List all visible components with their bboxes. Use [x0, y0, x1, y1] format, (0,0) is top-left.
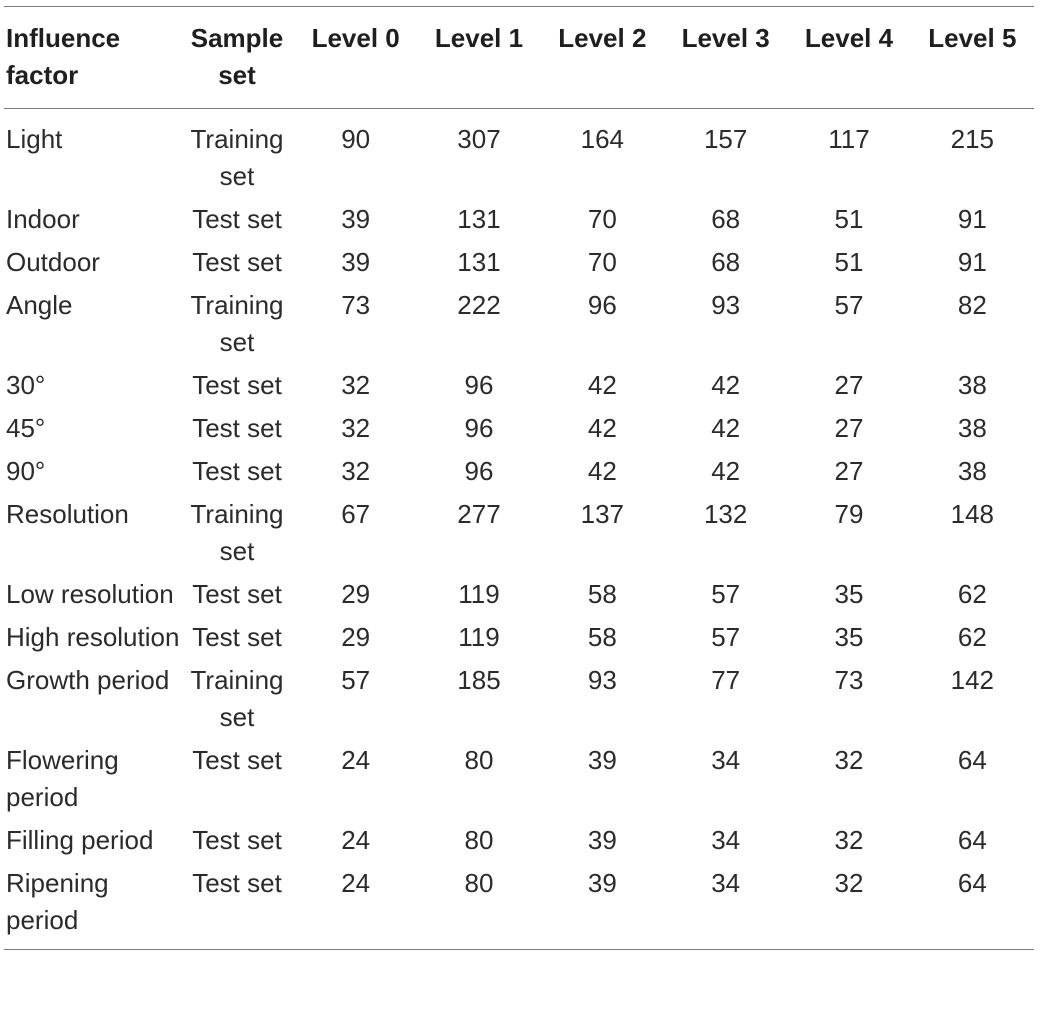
table-body	[4, 109, 1034, 950]
cell-level-3: 57	[711, 622, 741, 652]
cell-level-3: 34	[711, 868, 741, 898]
cell-level-0: 67	[341, 499, 371, 529]
cell-level-1: 277	[457, 499, 501, 529]
cell-influence-factor: Indoor	[6, 204, 80, 234]
cell-level-5: 142	[950, 665, 995, 695]
cell-level-1: 96	[464, 413, 494, 443]
cell-level-2: 42	[587, 370, 617, 400]
table-row	[4, 281, 1034, 361]
cell-level-4: 32	[834, 868, 864, 898]
cell-level-4: 27	[834, 456, 864, 486]
cell-level-4: 32	[834, 745, 864, 775]
header-level-4: Level 4	[804, 23, 894, 53]
cell-level-2: 58	[587, 579, 617, 609]
cell-sample-set: Test set	[192, 622, 282, 652]
cell-level-0: 57	[341, 665, 371, 695]
header-level-3: Level 3	[681, 23, 770, 53]
cell-level-5: 64	[957, 825, 987, 855]
cell-level-1: 119	[458, 579, 500, 609]
cell-level-0: 24	[341, 825, 371, 855]
cell-influence-factor: High resolution	[6, 622, 180, 652]
influence-factor-table	[4, 6, 1034, 950]
cell-influence-factor: Outdoor	[6, 247, 100, 277]
cell-influence-factor: Filling period	[6, 825, 154, 855]
cell-level-5: 82	[957, 290, 987, 320]
cell-influence-factor: Ripening period	[6, 868, 109, 935]
cell-level-3: 93	[711, 290, 741, 320]
header-level-1: Level 1	[434, 23, 524, 53]
cell-sample-set: Test set	[192, 456, 282, 486]
cell-level-3: 34	[711, 745, 741, 775]
cell-level-5: 62	[957, 622, 987, 652]
table-row	[4, 490, 1034, 570]
header-sample-set: Sample set	[190, 23, 284, 90]
cell-level-5: 38	[957, 413, 987, 443]
cell-level-2: 70	[587, 204, 617, 234]
cell-level-0: 29	[341, 579, 371, 609]
cell-level-2: 39	[587, 745, 617, 775]
cell-sample-set: Test set	[192, 579, 282, 609]
cell-influence-factor: Low resolution	[6, 579, 174, 609]
cell-level-3: 42	[711, 413, 741, 443]
table-row	[4, 238, 1034, 281]
cell-level-1: 131	[457, 204, 501, 234]
cell-influence-factor: Angle	[6, 290, 73, 320]
cell-level-2: 42	[587, 456, 617, 486]
cell-level-4: 35	[834, 622, 864, 652]
cell-level-0: 32	[341, 413, 371, 443]
cell-level-2: 93	[587, 665, 617, 695]
cell-influence-factor: Flowering period	[6, 745, 119, 812]
cell-sample-set: Training set	[190, 499, 284, 566]
cell-level-2: 39	[587, 868, 617, 898]
cell-level-5: 91	[957, 247, 987, 277]
header-level-2: Level 2	[558, 23, 647, 53]
cell-sample-set: Test set	[192, 825, 282, 855]
cell-level-4: 27	[834, 413, 864, 443]
table-row	[4, 109, 1034, 196]
cell-level-0: 32	[341, 456, 371, 486]
cell-level-3: 57	[711, 579, 741, 609]
cell-level-0: 39	[341, 247, 371, 277]
cell-influence-factor: 30°	[6, 370, 46, 400]
cell-sample-set: Test set	[192, 370, 282, 400]
cell-level-0: 29	[341, 622, 371, 652]
cell-level-4: 35	[834, 579, 864, 609]
cell-sample-set: Test set	[192, 204, 282, 234]
cell-level-1: 185	[457, 665, 501, 695]
cell-level-2: 42	[587, 413, 617, 443]
cell-level-2: 96	[587, 290, 617, 320]
cell-level-1: 131	[457, 247, 501, 277]
cell-level-5: 62	[957, 579, 987, 609]
cell-level-5: 38	[957, 456, 987, 486]
cell-level-3: 68	[711, 204, 741, 234]
cell-level-3: 68	[711, 247, 741, 277]
cell-sample-set: Test set	[192, 413, 282, 443]
cell-level-1: 80	[464, 868, 494, 898]
cell-level-1: 307	[457, 124, 501, 154]
table-row	[4, 859, 1034, 950]
cell-sample-set: Training set	[190, 290, 284, 357]
cell-level-0: 32	[341, 370, 371, 400]
table-row	[4, 195, 1034, 238]
cell-level-5: 148	[950, 499, 995, 529]
cell-level-4: 51	[834, 247, 864, 277]
cell-influence-factor: 45°	[6, 413, 46, 443]
table-row	[4, 361, 1034, 404]
cell-sample-set: Training set	[190, 124, 284, 191]
cell-level-3: 42	[711, 456, 741, 486]
cell-level-5: 64	[957, 868, 987, 898]
cell-level-4: 57	[834, 290, 864, 320]
cell-level-1: 80	[464, 745, 494, 775]
cell-influence-factor: Light	[6, 124, 63, 154]
cell-level-2: 164	[580, 124, 625, 154]
cell-level-2: 58	[587, 622, 617, 652]
cell-sample-set: Test set	[192, 868, 282, 898]
header-row	[4, 7, 1034, 109]
cell-level-0: 24	[341, 868, 371, 898]
table-row	[4, 613, 1034, 656]
table-header	[4, 7, 1034, 109]
cell-level-2: 70	[587, 247, 617, 277]
table-row	[4, 736, 1034, 816]
cell-level-3: 157	[703, 124, 748, 154]
cell-influence-factor: 90°	[6, 456, 46, 486]
cell-level-1: 80	[464, 825, 494, 855]
header-level-0: Level 0	[311, 23, 400, 53]
cell-sample-set: Training set	[190, 665, 284, 732]
cell-sample-set: Test set	[192, 247, 282, 277]
cell-level-5: 215	[950, 124, 995, 154]
table-row	[4, 656, 1034, 736]
cell-level-4: 117	[828, 124, 870, 154]
table-row	[4, 447, 1034, 490]
cell-level-1: 96	[464, 456, 494, 486]
cell-level-5: 64	[957, 745, 987, 775]
header-influence-factor: Influence factor	[6, 23, 121, 90]
cell-level-3: 42	[711, 370, 741, 400]
cell-level-5: 91	[957, 204, 987, 234]
cell-level-5: 38	[957, 370, 987, 400]
cell-level-0: 90	[341, 124, 371, 154]
cell-level-2: 39	[587, 825, 617, 855]
cell-level-4: 32	[834, 825, 864, 855]
cell-sample-set: Test set	[192, 745, 282, 775]
cell-level-0: 24	[341, 745, 371, 775]
table-row	[4, 570, 1034, 613]
cell-level-4: 27	[834, 370, 864, 400]
cell-level-1: 222	[457, 290, 501, 320]
cell-level-4: 79	[834, 499, 864, 529]
cell-level-0: 73	[341, 290, 371, 320]
cell-level-3: 77	[711, 665, 741, 695]
cell-level-4: 73	[834, 665, 864, 695]
table-row	[4, 816, 1034, 859]
cell-level-3: 34	[711, 825, 741, 855]
cell-level-3: 132	[703, 499, 748, 529]
cell-level-1: 119	[458, 622, 500, 652]
cell-influence-factor: Resolution	[6, 499, 129, 529]
cell-influence-factor: Growth period	[6, 665, 170, 695]
cell-level-1: 96	[464, 370, 494, 400]
cell-level-2: 137	[580, 499, 625, 529]
table-row	[4, 404, 1034, 447]
header-level-5: Level 5	[928, 23, 1017, 53]
cell-level-0: 39	[341, 204, 371, 234]
cell-level-4: 51	[834, 204, 864, 234]
